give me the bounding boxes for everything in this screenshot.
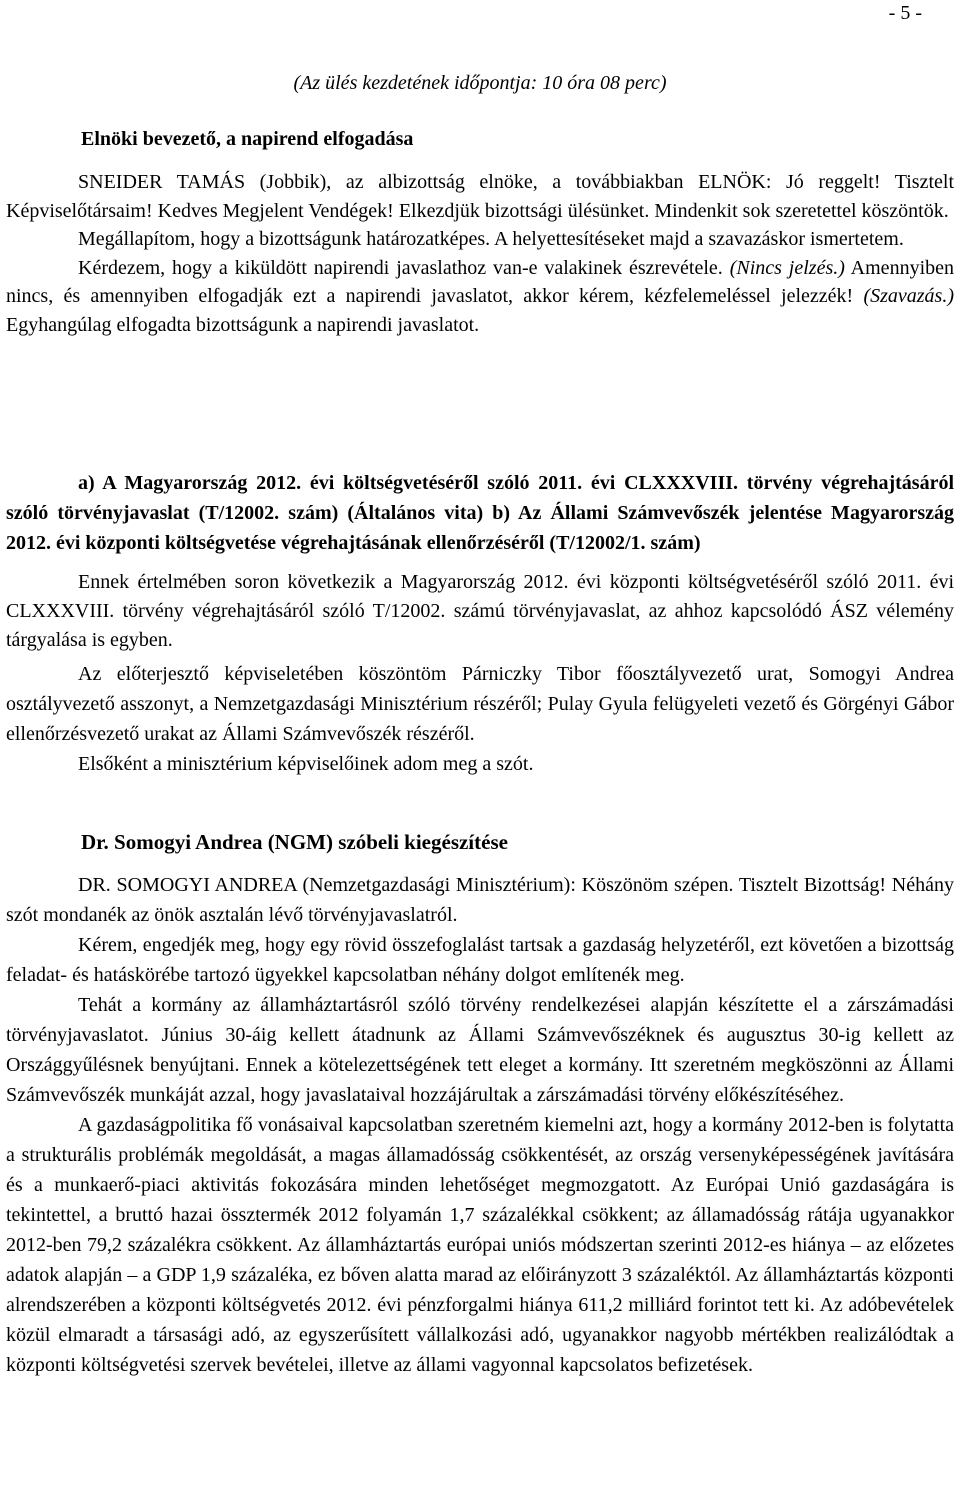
opening-text-c: Amennyiben nincs, és amennyiben elfogadják ezt a napirendi javaslatot, akkor kérem, kézfelemeléssel jelezzék!	[6, 256, 954, 307]
no-signal-note: (Nincs jelzés.)	[729, 256, 845, 279]
intro-heading: Elnöki bevezető, a napirend elfogadása	[81, 128, 414, 150]
opening-paragraph-2: Megállapítom, hogy a bizottságunk határozatképes. A helyettesítéseket majd a szavazáskor ismertetem.	[78, 228, 904, 250]
speech-paragraph-3: Tehát a kormány az államháztartásról szóló törvény rendelkezései alapján készítette el a zárszámadási törvényjavaslatot. Június 30-áig kellett átadnunk az Állami Számvevőszéknek és augusztus 30-ig kellett az Országgyűlésnek benyújtani. Ennek a kötelezettségének tett eleget a kormány. Itt szeretném megköszönni az Állami Számvevőszék munkáját azzal, hogy javaslataival hozzájárultak a zárszámadási törvény előkészítéséhez.	[6, 994, 954, 1106]
speaker-heading: Dr. Somogyi Andrea (NGM) szóbeli kiegészítése	[81, 830, 508, 854]
opening-section	[6, 168, 954, 339]
opening-text-a: Kérdezem, hogy a kiküldött napirendi javaslathoz van-e valakinek észrevétele.	[78, 256, 730, 279]
chair-paragraph-3: Elsőként a minisztérium képviselőinek adom meg a szót.	[78, 753, 534, 775]
chair-paragraph-2: Az előterjesztő képviseletében köszöntöm Párniczky Tibor főosztályvezető urat, Somogyi Andrea osztályvezető asszonyt, a Nemzetgazdasági Minisztérium részéről; Pulay Gyula felügyeleti vezető és Görgényi Gábor ellenőrzésvezető urakat az Állami Számvevőszék részéről.	[6, 663, 954, 745]
opening-paragraph-3	[6, 254, 954, 340]
chair-paragraph-1: Ennek értelmében soron következik a Magyarország 2012. évi központi költségvetéséről szóló 2011. évi CLXXXVIII. törvény végrehajtásáról szóló T/12002. számú törvényjavaslat, az ahhoz kapcsolódó ÁSZ vélemény tárgyalása is egyben.	[6, 571, 954, 651]
agenda-item: a) A Magyarország 2012. évi költségvetéséről szóló 2011. évi CLXXXVIII. törvény végrehajtásáról szóló törvényjavaslat (T/12002. szám) (Általános vita) b) Az Állami Számvevőszék jelentése Magyarország 2012. évi központi költségvetése végrehajtásának ellenőrzéséről (T/12002/1. szám)	[6, 472, 954, 554]
speech-paragraph-4: A gazdaságpolitika fő vonásaival kapcsolatban szeretném kiemelni azt, hogy a kormány 2012-ben is folytatta a strukturális problémák megoldását, a magas államadósság csökkentését, az ország versenyképességének javítására és a munkaerő-piaci aktivitás fokozására minden lehetőséget megmozgatott. Az Európai Unió gazdaságára is tekintettel, a bruttó hazai össztermék 2012 folyamán 1,7 százalékkal csökkent; az államadósság rátája ugyanakkor 2012-ben 79,2 százalékra csökkent. Az államháztartás európai uniós módszertan szerinti 2012-es hiánya – az előzetes adatok alapján – a GDP 1,9 százaléka, ez bőven alatta marad az előirányzott 3 százaléktól. Az államháztartás központi alrendszerében a központi költségvetés 2012. évi pénzforgalmi hiánya 611,2 milliárd forintot tett ki. Az adóbevételek közül elmaradt a társasági adó, az egyszerűsített vállalkozási adó, ugyanakkor nagyobb mértékben realizálódtak a központi költségvetési szervek bevételei, illetve az állami vagyonnal kapcsolatos befizetések.	[6, 1114, 954, 1376]
opening-paragraph-1: SNEIDER TAMÁS (Jobbik), az albizottság elnöke, a továbbiakban ELNÖK: Jó reggelt! Tisztelt Képviselőtársaim! Kedves Megjelent Vendégek! Elkezdjük bizottsági ülésünket. Mindenkit sok szeretettel köszöntök.	[6, 171, 954, 222]
speech-paragraph-2: Kérem, engedjék meg, hogy egy rövid összefoglalást tartsak a gazdaság helyzetéről, ezt követően a bizottság feladat- és hatáskörébe tartozó ügyekkel kapcsolatban néhány dolgot említenék meg.	[6, 934, 954, 986]
page-number: - 5 -	[888, 2, 922, 24]
opening-text-e: Egyhangúlag elfogadta bizottságunk a napirendi javaslatot.	[6, 313, 480, 336]
speech-paragraph-1: DR. SOMOGYI ANDREA (Nemzetgazdasági Minisztérium): Köszönöm szépen. Tisztelt Bizottság! Néhány szót mondanék az önök asztalán lévő törvényjavaslatról.	[6, 874, 954, 926]
session-start-note: (Az ülés kezdetének időpontja: 10 óra 08 perc)	[293, 72, 667, 94]
chair-section	[6, 568, 954, 779]
vote-note: (Szavazás.)	[863, 285, 954, 307]
speech-section	[6, 870, 954, 1380]
